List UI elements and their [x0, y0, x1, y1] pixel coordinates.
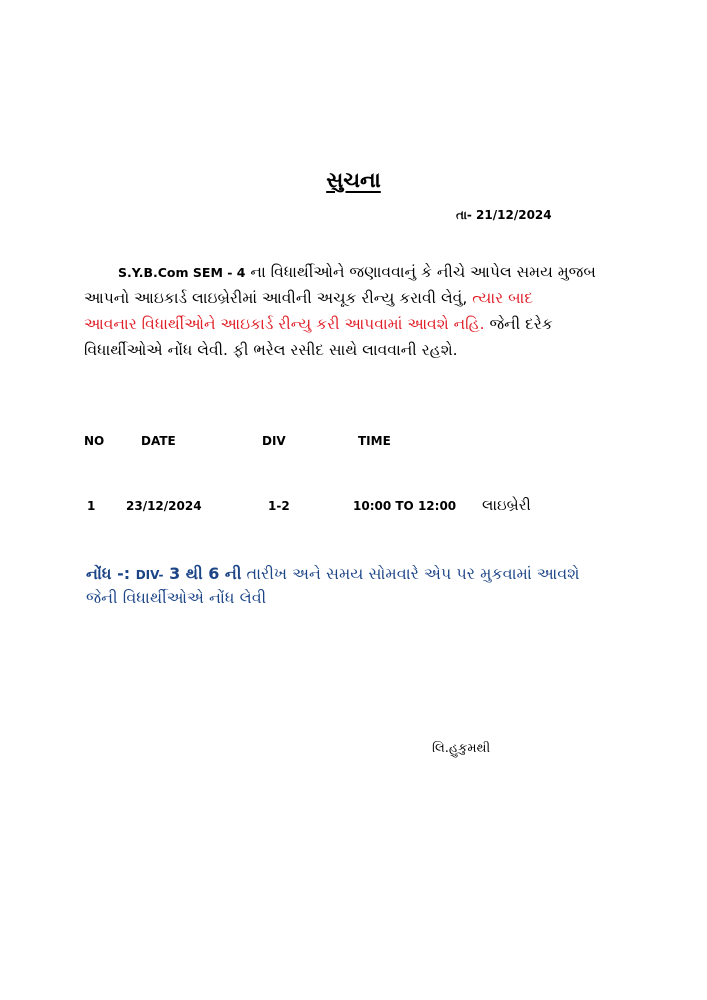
- table-header-div: DIV: [262, 434, 286, 448]
- table-cell-place: લાઇબ્રેરી: [482, 496, 531, 514]
- body-line-3-highlight: આવનાર વિધાર્થીઓને આઇકાર્ડ રીન્યુ કરી આપવામાં આવશે નહિ.: [84, 315, 485, 333]
- body-line-4: વિધાર્થીઓએ નોંધ લેવી. ફી ભરેલ રસીદ સાથે લાવવાની રહશે.: [84, 341, 458, 359]
- table-header-time: TIME: [358, 434, 391, 448]
- page-title: સુચના: [326, 168, 381, 192]
- notice-date: તા- 21/12/2024: [456, 208, 552, 222]
- note-line-1-text: તારીખ અને સમય સોમવારે એપ પર મુકવામાં આવશે: [241, 564, 580, 583]
- body-line-2-text: આપનો આઇકાર્ડ લાઇબ્રેરીમાં આવીની અચૂક રીન્યુ કરાવી લેવું,: [84, 289, 473, 307]
- note-div-range: 3 થી 6 ની: [163, 564, 242, 583]
- note-line-2: જેની વિધાર્થીઓએ નોંધ લેવી: [86, 588, 267, 607]
- note-line-1: [86, 562, 580, 587]
- table-cell-div: 1-2: [268, 499, 290, 513]
- body-line-1-text: ના વિધાર્થીઓને જણાવવાનું કે નીચે આપેલ સમય મુજબ: [245, 263, 596, 281]
- table-cell-time: 10:00 TO 12:00: [353, 499, 457, 513]
- course-name: S.Y.B.Com SEM - 4: [118, 265, 246, 280]
- note-label: નોંધ -:: [86, 564, 136, 583]
- body-line-3: [84, 312, 629, 337]
- body-line-2-highlight: ત્યાર બાદ: [472, 289, 534, 307]
- body-line-3-text: જેની દરેક: [484, 315, 553, 333]
- table-header-date: DATE: [141, 434, 176, 448]
- table-header-no: NO: [84, 434, 105, 448]
- body-line-1: [84, 260, 629, 285]
- table-cell-date: 23/12/2024: [126, 499, 202, 513]
- body-line-2: [84, 286, 629, 311]
- signature: લિ.હુકુમથી: [432, 741, 491, 756]
- note-div-label: DIV-: [135, 568, 164, 582]
- table-cell-no: 1: [87, 499, 96, 513]
